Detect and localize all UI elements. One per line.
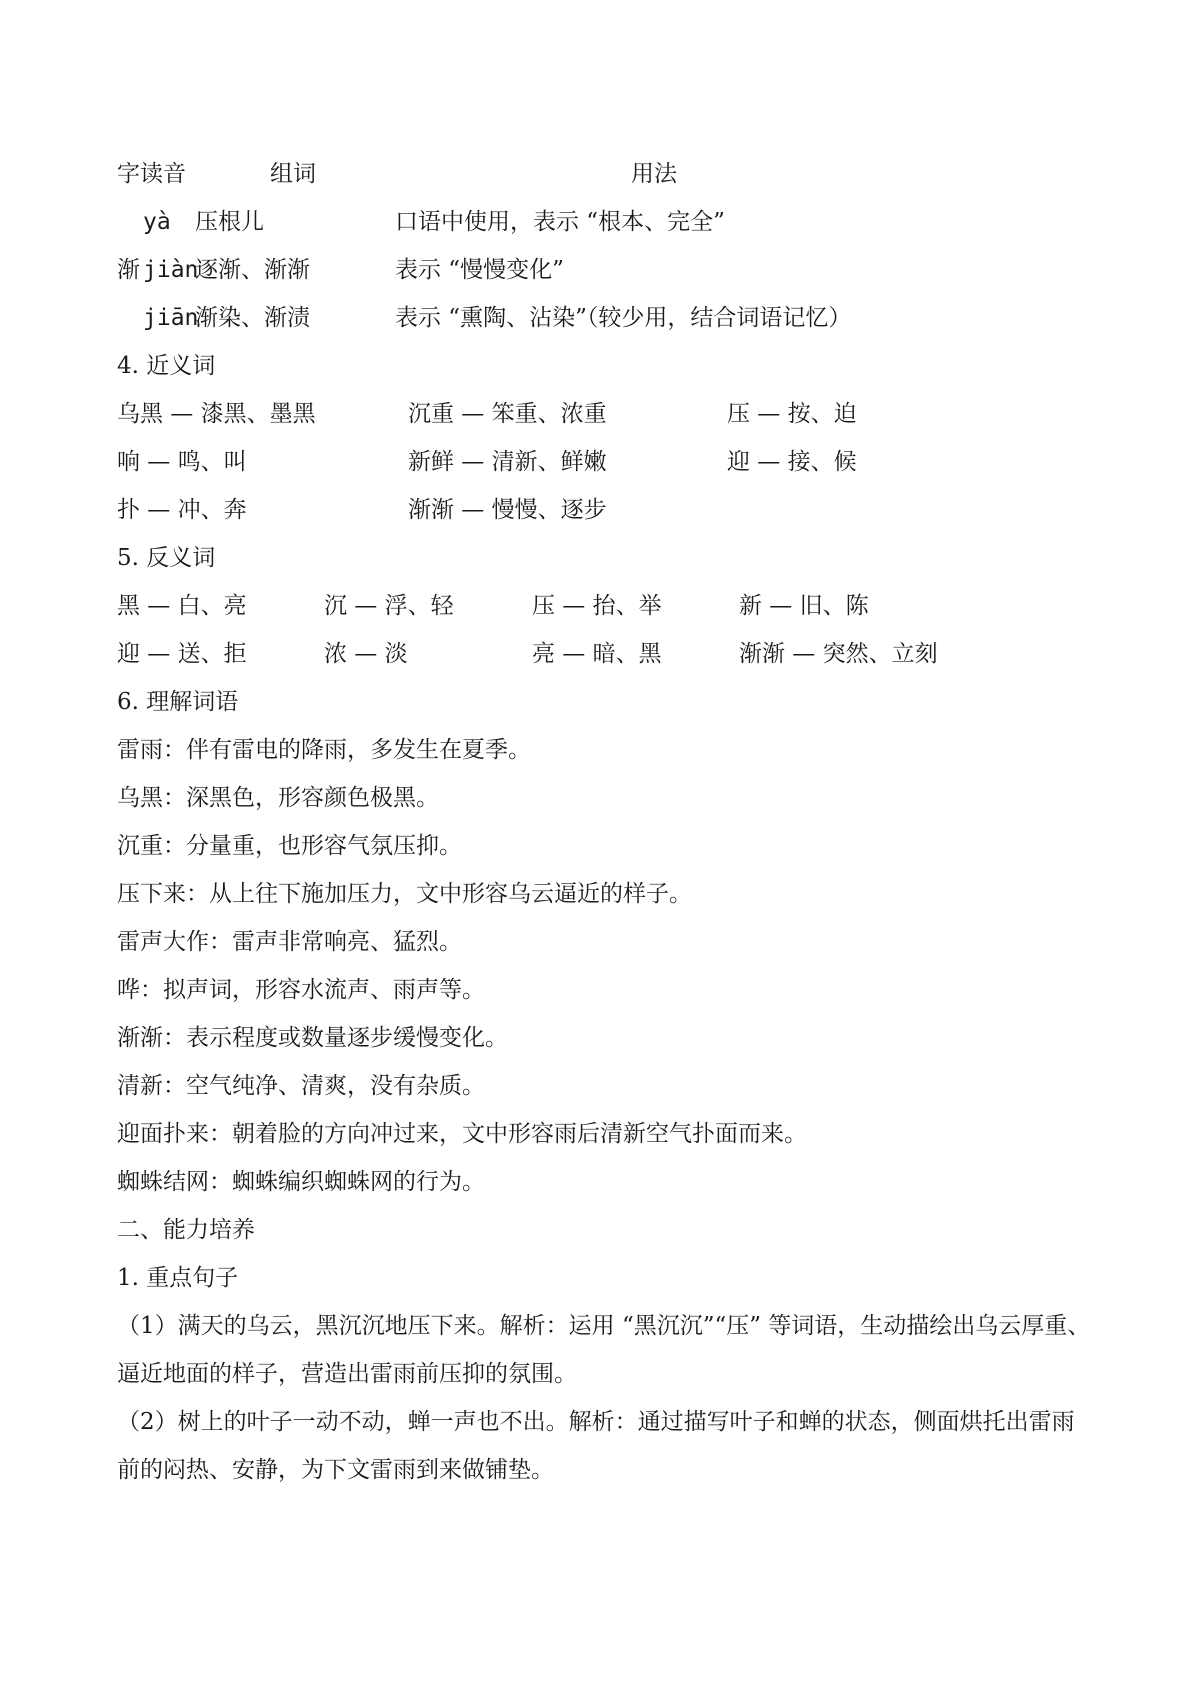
definition-item: 蜘蛛结网：蜘蛛编织蜘蛛网的行为。 [117, 1169, 485, 1195]
definition-item: 渐渐：表示程度或数量逐步缓慢变化。 [117, 1025, 508, 1051]
pinyin: jiān [143, 305, 199, 331]
antonym-row [117, 630, 1092, 678]
example-words: 压根儿 [195, 209, 264, 235]
synonym-item: 响 — 鸣、叫 [117, 449, 247, 475]
header-char-reading: 字读音 [117, 161, 186, 187]
definition-item: 雷声大作：雷声非常响亮、猛烈。 [117, 929, 462, 955]
key-sentence: （1）满天的乌云，黑沉沉地压下来。解析：运用 “黑沉沉”“压” 等词语，生动描绘出乌云厚重、逼近地面的样子，营造出雷雨前压抑的氛围。 [117, 1313, 1091, 1387]
usage-text: 表示 “熏陶、沾染”（较少用，结合词语记忆） [395, 305, 852, 331]
definition-item: 乌黑：深黑色，形容颜色极黑。 [117, 785, 439, 811]
antonym-item: 黑 — 白、亮 [117, 593, 247, 619]
pronunciation-row [117, 246, 1092, 294]
synonym-item: 乌黑 — 漆黑、墨黑 [117, 401, 316, 427]
synonym-item: 扑 — 冲、奔 [117, 497, 247, 523]
synonym-item: 新鲜 — 清新、鲜嫩 [408, 449, 607, 475]
antonym-item: 迎 — 送、拒 [117, 641, 247, 667]
antonym-item: 沉 — 浮、轻 [324, 593, 454, 619]
definition-item: 清新：空气纯净、清爽，没有杂质。 [117, 1073, 485, 1099]
section-heading: 二、能力培养 [117, 1217, 255, 1243]
antonym-item: 新 — 旧、陈 [739, 593, 869, 619]
key-sentence: （2）树上的叶子一动不动，蝉一声也不出。解析：通过描写叶子和蝉的状态，侧面烘托出雷雨前的闷热、安静，为下文雷雨到来做铺垫。 [117, 1409, 1075, 1483]
example-words: 逐渐、渐渐 [195, 257, 310, 283]
example-words: 渐染、渐渍 [195, 305, 310, 331]
usage-text: 口语中使用，表示 “根本、完全” [395, 209, 725, 235]
synonym-row [117, 438, 1092, 486]
pinyin: yà [143, 209, 171, 235]
header-usage: 用法 [631, 161, 677, 187]
definitions-title: 6. 理解词语 [117, 689, 239, 715]
antonym-item: 渐渐 — 突然、立刻 [739, 641, 938, 667]
subsection-heading: 1. 重点句子 [117, 1265, 239, 1291]
definition-item: 沉重：分量重，也形容气氛压抑。 [117, 833, 462, 859]
antonym-item: 压 — 抬、举 [532, 593, 662, 619]
pronunciation-row [117, 294, 1092, 342]
pinyin: jiàn [143, 257, 199, 283]
pronunciation-header-row [117, 150, 1092, 198]
synonym-item: 沉重 — 笨重、浓重 [408, 401, 607, 427]
definition-item: 哗：拟声词，形容水流声、雨声等。 [117, 977, 485, 1003]
synonym-item: 迎 — 接、候 [727, 449, 857, 475]
character: 渐 [117, 257, 140, 283]
definition-item: 压下来：从上往下施加压力，文中形容乌云逼近的样子。 [117, 881, 692, 907]
antonyms-title: 5. 反义词 [117, 545, 216, 571]
synonyms-title: 4. 近义词 [117, 353, 216, 379]
synonym-row [117, 390, 1092, 438]
synonym-row [117, 486, 1092, 534]
antonym-item: 浓 — 淡 [324, 641, 408, 667]
document-page [117, 150, 1092, 1494]
synonym-item: 渐渐 — 慢慢、逐步 [408, 497, 607, 523]
synonym-item: 压 — 按、迫 [727, 401, 857, 427]
definition-item: 迎面扑来：朝着脸的方向冲过来，文中形容雨后清新空气扑面而来。 [117, 1121, 807, 1147]
antonym-row [117, 582, 1092, 630]
antonym-item: 亮 — 暗、黑 [532, 641, 662, 667]
definition-item: 雷雨：伴有雷电的降雨，多发生在夏季。 [117, 737, 531, 763]
header-words: 组词 [270, 161, 316, 187]
usage-text: 表示 “慢慢变化” [395, 257, 564, 283]
pronunciation-row [117, 198, 1092, 246]
